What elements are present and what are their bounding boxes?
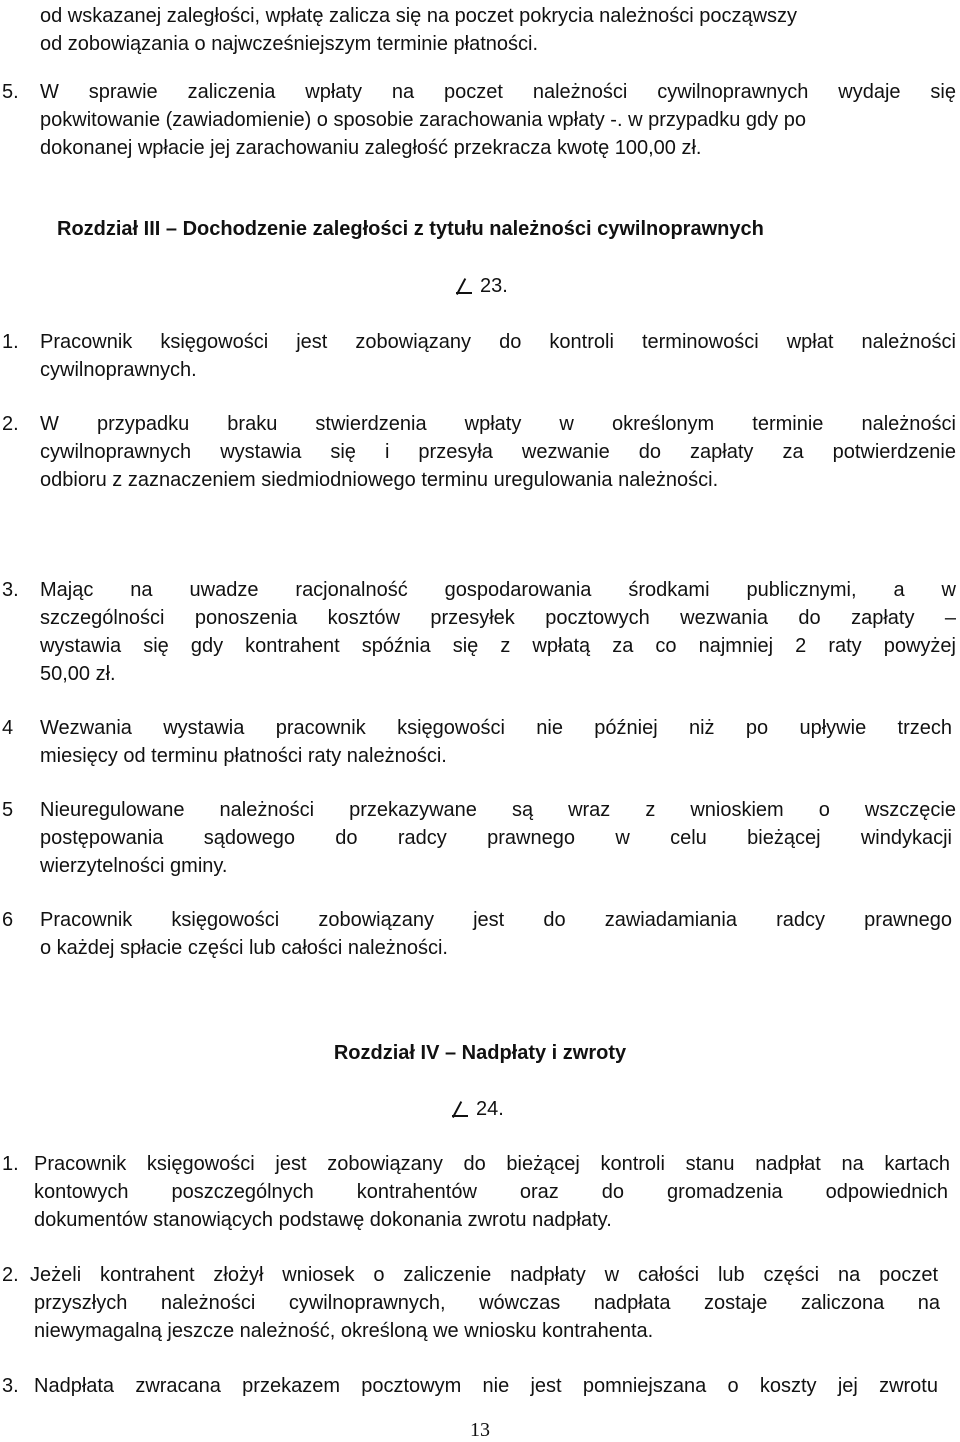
text-line: Wezwania wystawia pracownik księgowości nie później niż po upływie trzech xyxy=(40,717,952,739)
text-line: Nieuregulowane należności przekazywane są wraz z wnioskiem o wszczęcie xyxy=(40,799,956,821)
text-line: wierzytelności gminy. xyxy=(40,855,228,877)
text-line: Pracownik księgowości zobowiązany jest do zawiadamiania radcy prawnego xyxy=(40,909,952,931)
paragraph-number: 24. xyxy=(452,1095,504,1123)
text-line: cywilnoprawnych. xyxy=(40,359,197,381)
item-number: 3. xyxy=(2,1375,19,1397)
section-sign-icon xyxy=(452,1097,468,1117)
text-line: o każdej spłacie części lub całości należności. xyxy=(40,937,448,959)
text-line: przyszłych należności cywilnoprawnych, wówczas nadpłata zostaje zaliczona na xyxy=(34,1292,940,1314)
text-line: od wskazanej zaległości, wpłatę zalicza się na poczet pokrycia należności począwszy xyxy=(40,5,798,27)
text-line: miesięcy od terminu płatności raty należności. xyxy=(40,745,447,767)
text-line: Mając na uwadze racjonalność gospodarowania środkami publicznymi, a w xyxy=(40,579,956,601)
text-line: pokwitowanie (zawiadomienie) o sposobie zarachowania wpłaty -. w przypadku gdy po xyxy=(40,109,806,131)
text-line: dokonanej wpłacie jej zarachowaniu zaległość przekracza kwotę 100,00 zł. xyxy=(40,137,702,159)
item-number: 2. xyxy=(2,413,19,435)
item-number: 5 xyxy=(2,799,14,821)
text-line: Pracownik księgowości jest zobowiązany do bieżącej kontroli stanu nadpłat na kartach xyxy=(34,1153,950,1175)
text-line: Pracownik księgowości jest zobowiązany do kontroli terminowości wpłat należności xyxy=(40,331,956,353)
text-line: W przypadku braku stwierdzenia wpłaty w określonym terminie należności xyxy=(40,413,956,435)
text-line: odbioru z zaznaczeniem siedmiodniowego terminu uregulowania należności. xyxy=(40,469,719,491)
item-number: 2. xyxy=(2,1264,19,1286)
text-line: niewymagalną jeszcze należność, określoną we wniosku kontrahenta. xyxy=(34,1320,654,1342)
text-line: cywilnoprawnych wystawia się i przesyła wezwanie do zapłaty za potwierdzenie xyxy=(40,441,956,463)
text-line: Nadpłata zwracana przekazem pocztowym nie jest pomniejszana o koszty jej zwrotu xyxy=(34,1375,938,1397)
item-number: 5. xyxy=(2,81,19,103)
item-number: 1. xyxy=(2,1153,19,1175)
paragraph-number: 23. xyxy=(456,272,508,300)
item-number: 3. xyxy=(2,579,19,601)
chapter-heading: Rozdział IV – Nadpłaty i zwroty xyxy=(333,1042,627,1064)
text-line: W sprawie zaliczenia wpłaty na poczet należności cywilnoprawnych wydaje się xyxy=(40,81,956,103)
text-line: Jeżeli kontrahent złożył wniosek o zaliczenie nadpłaty w całości lub części na poczet xyxy=(30,1264,938,1286)
text-line: 50,00 zł. xyxy=(40,663,116,685)
text-line: szczególności ponoszenia kosztów przesyłek pocztowych wezwania do zapłaty – xyxy=(40,607,956,629)
item-number: 4 xyxy=(2,717,14,739)
text-line: dokumentów stanowiących podstawę dokonania zwrotu nadpłaty. xyxy=(34,1209,612,1231)
chapter-heading: Rozdział III – Dochodzenie zaległości z tytułu należności cywilnoprawnych xyxy=(57,218,764,240)
item-number: 1. xyxy=(2,331,19,353)
text-line: kontowych poszczególnych kontrahentów oraz do gromadzenia odpowiednich xyxy=(34,1181,948,1203)
text-line: postępowania sądowego do radcy prawnego w celu bieżącej windykacji xyxy=(40,827,952,849)
text-line: wystawia się gdy kontrahent spóźnia się z wpłatą za co najmniej 2 raty powyżej xyxy=(40,635,956,657)
page-number: 13 xyxy=(470,1419,490,1441)
item-number: 6 xyxy=(2,909,14,931)
section-sign-icon xyxy=(456,274,472,294)
text-line: od zobowiązania o najwcześniejszym terminie płatności. xyxy=(40,33,539,55)
